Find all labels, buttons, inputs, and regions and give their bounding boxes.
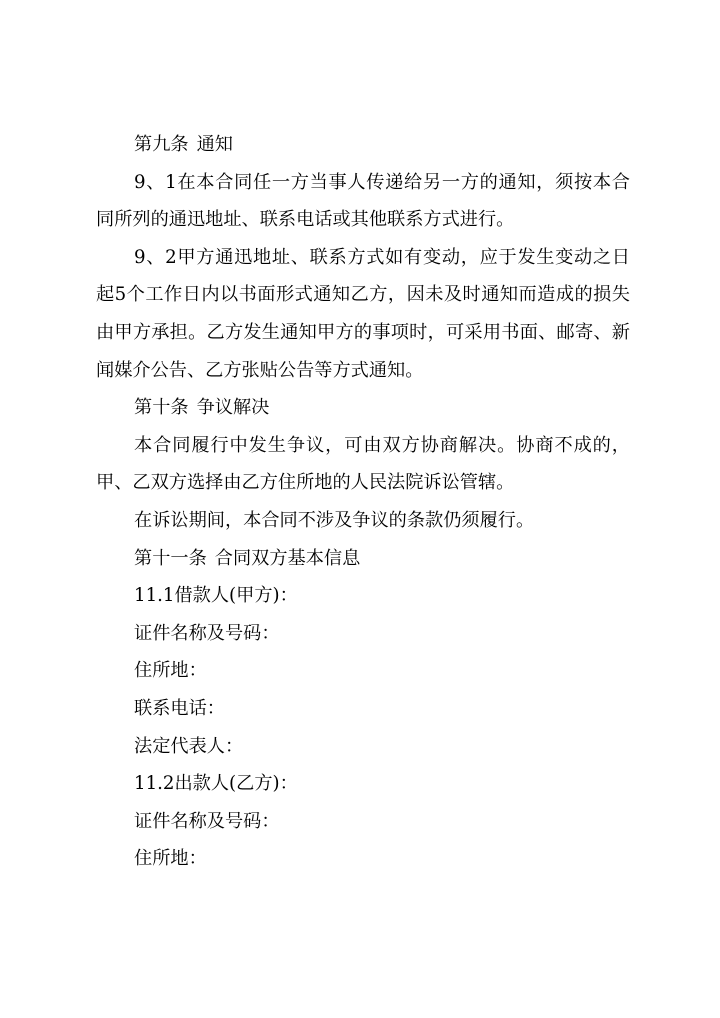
article-11-title: 合同双方基本信息: [214, 547, 361, 569]
lender-address-field: 住所地：: [134, 848, 207, 870]
article-11-heading: [96, 540, 630, 578]
borrower-id-field: 证件名称及号码：: [134, 622, 280, 644]
article-10-paragraph-1: 本合同履行中发生争议，可由双方协商解决。协商不成的，甲、乙双方选择由乙方住所地的人民法院诉讼管辖。: [96, 434, 630, 494]
borrower-legal-rep-field: 法定代表人：: [134, 735, 244, 757]
borrower-title: 11.1借款人(甲方)：: [134, 585, 298, 607]
borrower-address-field: 住所地：: [134, 660, 207, 682]
article-10-paragraph-2: 在诉讼期间，本合同不涉及争议的条款仍须履行。: [134, 509, 535, 531]
clause-9-2: 9、2甲方通迅地址、联系方式如有变动，应于发生变动之日起5个工作日内以书面形式通知乙方，因未及时通知而造成的损失由甲方承担。乙方发生通知甲方的事项时，可采用书面、邮寄、新闻媒介公告、乙方张贴公告等方式通知。: [96, 246, 630, 381]
article-10-label: 第十条: [134, 397, 189, 419]
article-10-heading: [96, 389, 630, 427]
article-9-label: 第九条: [134, 134, 189, 155]
article-10-title: 争议解决: [196, 397, 270, 419]
borrower-phone-field: 联系电话：: [134, 697, 225, 719]
article-11-label: 第十一条: [134, 547, 207, 569]
clause-9-1: 9、1在本合同任一方当事人传递给另一方的通知，须按本合同所列的通迅地址、联系电话或其他联系方式进行。: [96, 171, 630, 231]
lender-title: 11.2出款人(乙方)：: [134, 773, 298, 795]
lender-id-field: 证件名称及号码：: [134, 810, 280, 832]
document-body: [96, 126, 630, 878]
article-9-title: 通知: [196, 134, 233, 155]
article-9-heading: [96, 126, 630, 164]
